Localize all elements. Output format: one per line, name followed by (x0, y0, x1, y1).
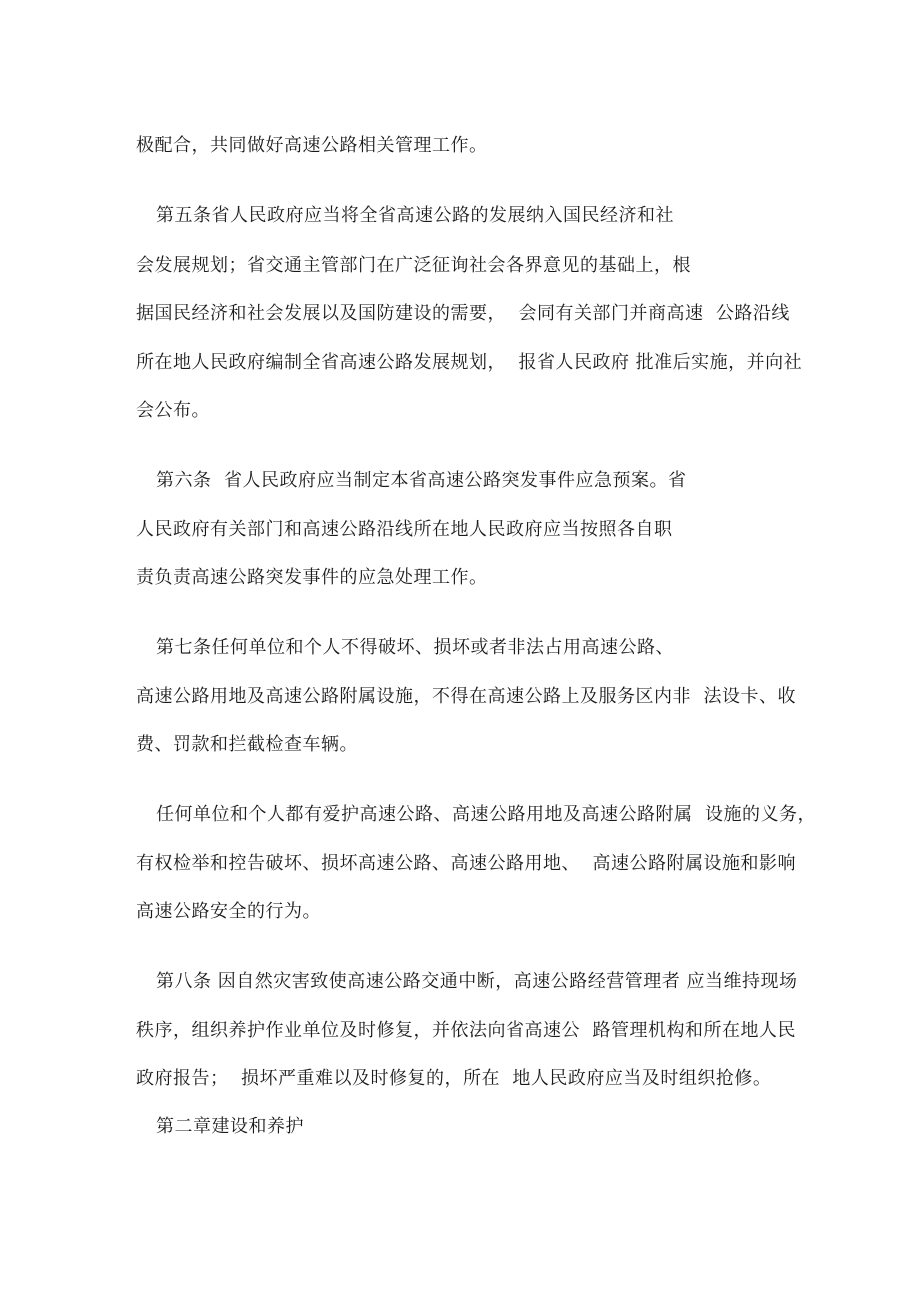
text-line: 会公布。 (136, 400, 210, 421)
paragraph-line: 任何单位和个人都有爱护高速公路、高速公路用地及高速公路附属 设施的义务， (156, 804, 816, 825)
chapter-heading: 第二章建设和养护 (156, 1116, 304, 1137)
text-line: 有权检举和控告破坏、损坏高速公路、高速公路用地、 高速公路附属设施和影响 (136, 853, 796, 874)
text-line: 极配合，共同做好高速公路相关管理工作。 (136, 135, 488, 156)
article-7-line: 第七条任何单位和个人不得破坏、损坏或者非法占用高速公路、 (156, 637, 674, 658)
article-8-line: 第八条 因自然灾害致使高速公路交通中断，高速公路经营管理者 应当维持现场 (156, 971, 798, 992)
text-line: 秩序，组织养护作业单位及时修复，并依法向省高速公 路管理机构和所在地人民 (136, 1020, 796, 1041)
text-line: 高速公路用地及高速公路附属设施，不得在高速公路上及服务区内非 法设卡、收 (136, 686, 796, 707)
article-5-line: 第五条省人民政府应当将全省高速公路的发展纳入国民经济和社 (156, 205, 674, 226)
text-line: 政府报告； 损坏严重难以及时修复的，所在 地人民政府应当及时组织抢修。 (136, 1068, 772, 1089)
text-line: 所在地人民政府编制全省高速公路发展规划， 报省人民政府 批准后实施，并向社 (136, 352, 803, 373)
text-line: 人民政府有关部门和高速公路沿线所在地人民政府应当按照各自职 (136, 519, 673, 540)
article-6-line: 第六条 省人民政府应当制定本省高速公路突发事件应急预案。省 (156, 470, 687, 491)
text-line: 据国民经济和社会发展以及国防建设的需要， 会同有关部门并商高速 公路沿线 (136, 303, 790, 324)
text-line: 费、罚款和拦截检查车辆。 (136, 734, 358, 755)
text-line: 高速公路安全的行为。 (136, 901, 321, 922)
text-line: 会发展规划；省交通主管部门在广泛征询社会各界意见的基础上，根 (136, 255, 691, 276)
text-line: 责负责高速公路突发事件的应急处理工作。 (136, 567, 488, 588)
